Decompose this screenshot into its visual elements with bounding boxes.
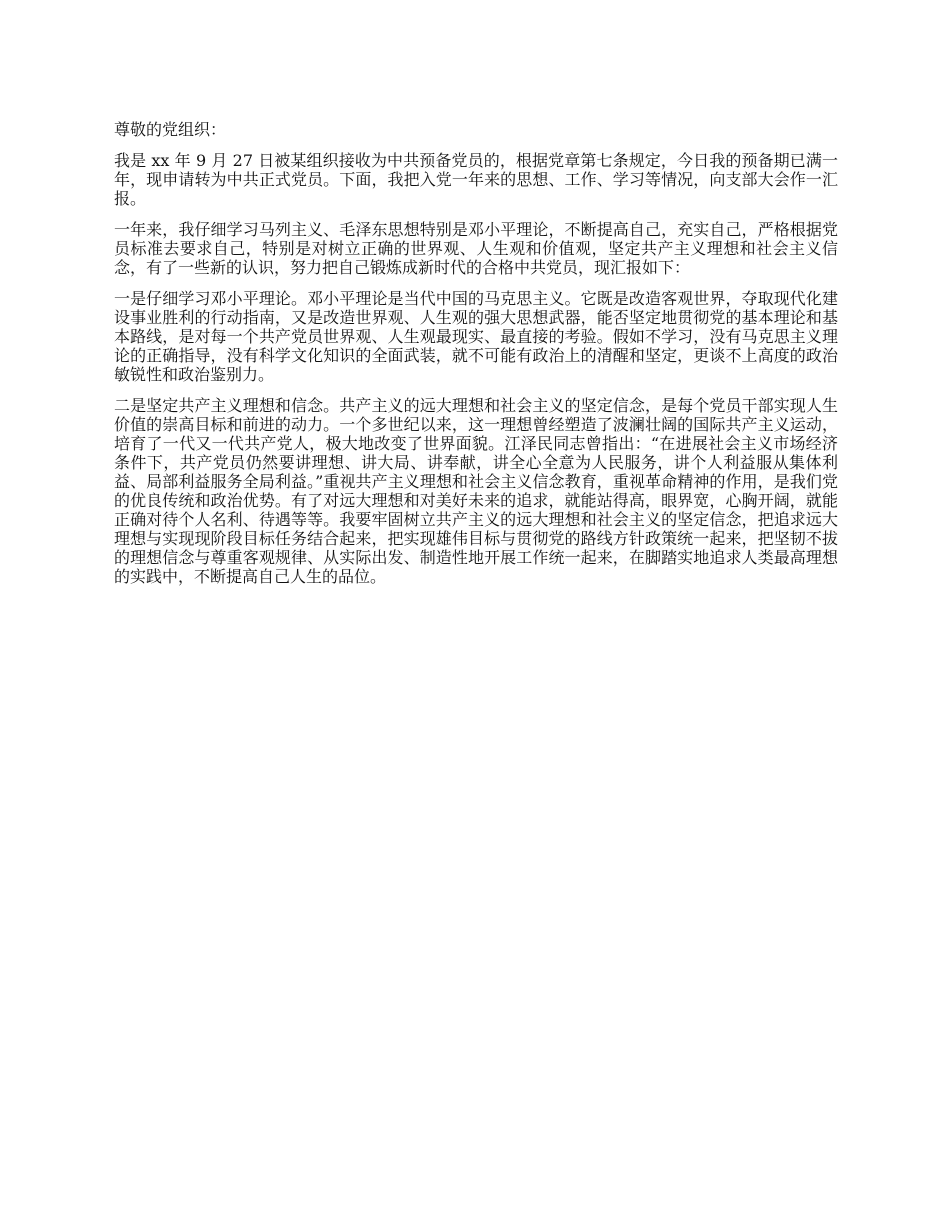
salutation: 尊敬的党组织：	[114, 120, 227, 139]
paragraph-overview: 一年来，我仔细学习马列主义、毛泽东思想特别是邓小平理论，不断提高自己，充实自己，严格根据党员标准去要求自己，特别是对树立正确的世界观、人生观和价值观，坚定共产主义理想和社会主义信念，有了一些新的认识，努力把自己锻炼成新时代的合格中共党员，现汇报如下：	[114, 220, 838, 277]
paragraph-theory-study: 一是仔细学习邓小平理论。邓小平理论是当代中国的马克思主义。它既是改造客观世界，夺取现代化建设事业胜利的行动指南，又是改造世界观、人生观的强大思想武器，能否坚定地贯彻党的基本理论和基本路线，是对每一个共产党员世界观、人生观最现实、最直接的考验。假如不学习，没有马克思主义理论的正确指导，没有科学文化知识的全面武装，就不可能有政治上的清醒和坚定，更谈不上高度的政治敏锐性和政治鉴别力。	[114, 289, 838, 384]
document-body	[114, 120, 838, 598]
paragraph-intro: 我是 xx 年 9 月 27 日被某组织接收为中共预备党员的，根据党章第七条规定，今日我的预备期已满一年，现申请转为中共正式党员。下面，我把入党一年来的思想、工作、学习等情况，向支部大会作一汇报。	[114, 151, 838, 208]
paragraph-ideals-beliefs: 二是坚定共产主义理想和信念。共产主义的远大理想和社会主义的坚定信念，是每个党员干部实现人生价值的崇高目标和前进的动力。一个多世纪以来，这一理想曾经塑造了波澜壮阔的国际共产主义运动，培育了一代又一代共产党人，极大地改变了世界面貌。江泽民同志曾指出：“在进展社会主义市场经济条件下，共产党员仍然要讲理想、讲大局、讲奉献，讲全心全意为人民服务，讲个人利益服从集体利益、局部利益服务全局利益。”重视共产主义理想和社会主义信念教育，重视革命精神的作用，是我们党的优良传统和政治优势。有了对远大理想和对美好未来的追求，就能站得高，眼界宽，心胸开阔，就能正确对待个人名利、待遇等等。我要牢固树立共产主义的远大理想和社会主义的坚定信念，把追求远大理想与实现现阶段目标任务结合起来，把实现雄伟目标与贯彻党的路线方针政策统一起来，把坚韧不拔的理想信念与尊重客观规律、从实际出发、制造性地开展工作统一起来，在脚踏实地追求人类最高理想的实践中，不断提高自己人生的品位。	[114, 396, 838, 586]
